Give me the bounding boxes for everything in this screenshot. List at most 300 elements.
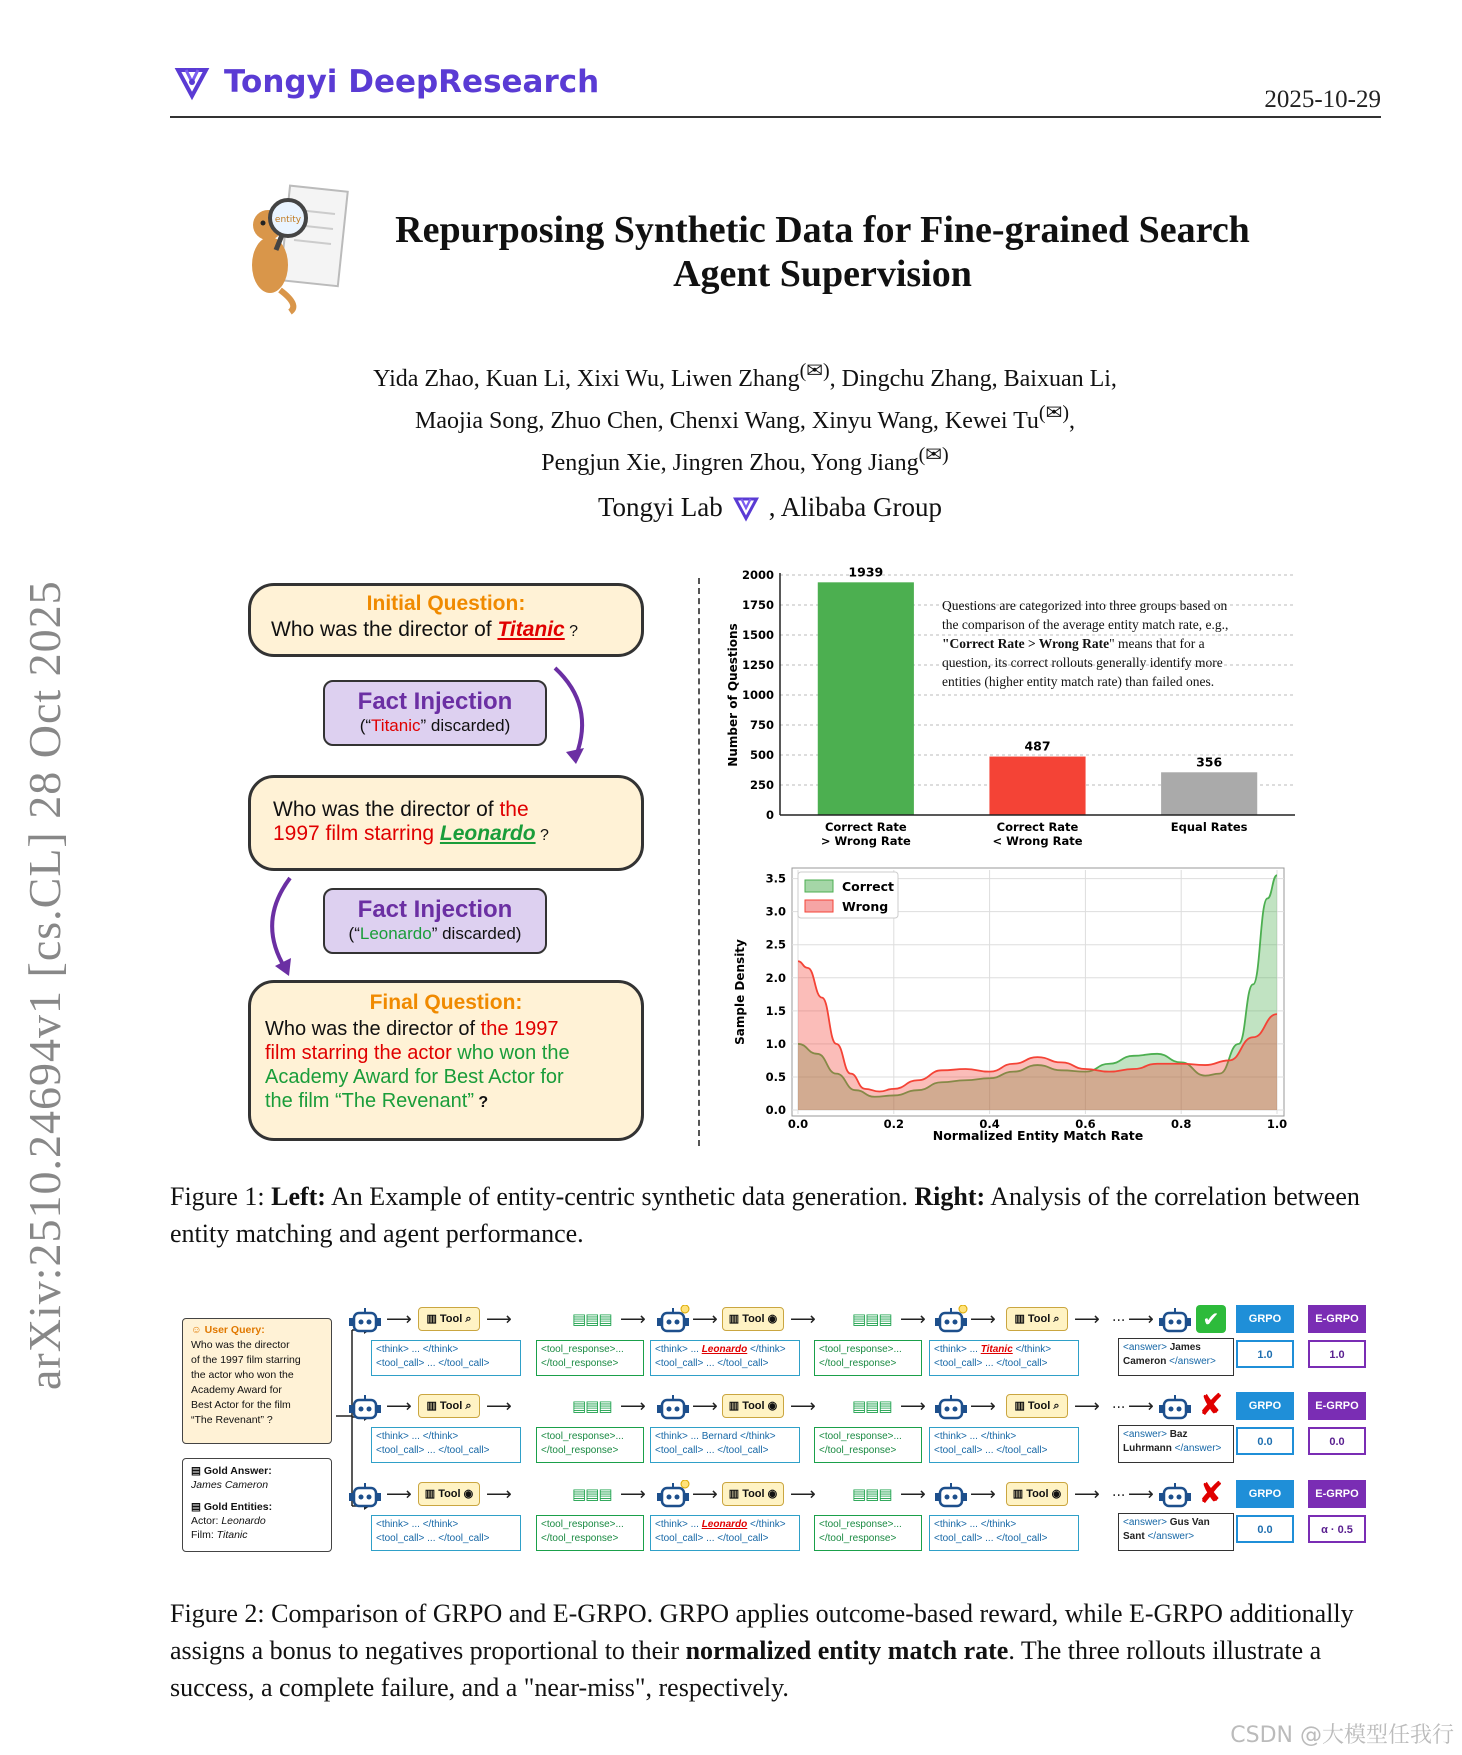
- user-query-line: “The Revenant” ?: [191, 1414, 273, 1426]
- initial-entity: Titanic: [497, 618, 565, 641]
- tool-button: [418, 1482, 480, 1506]
- toolbox-icon: ▥: [728, 1488, 743, 1500]
- fact-injection-title-1: Fact Injection: [357, 688, 513, 715]
- fact-injection-box-2: [323, 888, 547, 954]
- user-query-line: the actor who won the: [191, 1369, 294, 1381]
- flow-arrow-icon: ⟶: [620, 1484, 646, 1505]
- documents-icon: ▤▤▤: [572, 1485, 612, 1503]
- flow-arrow-icon: ⟶: [900, 1396, 926, 1417]
- user-query-line: Who was the director: [191, 1339, 290, 1351]
- bar-note: [942, 598, 1228, 689]
- answer-box: [1118, 1513, 1234, 1551]
- density-y-tick: 2.5: [765, 937, 786, 952]
- bar-category-label-2: < Wrong Rate: [992, 834, 1083, 848]
- robot-agent-icon: [348, 1392, 382, 1422]
- meerkat-mascot-icon: [240, 180, 350, 315]
- tool-response-text: <tool_response>...: [541, 1519, 624, 1530]
- tool-call-text: <tool_call> ... </tool_call>: [376, 1445, 490, 1456]
- grpo-score: 1.0: [1236, 1340, 1294, 1368]
- flow-arrow-icon: ⟶: [486, 1484, 512, 1505]
- fact2-pre: (“: [348, 924, 360, 943]
- tool-button: [722, 1394, 784, 1418]
- think-text: <think> ... Bernard </think>: [655, 1431, 776, 1442]
- bar-y-tick: 500: [749, 748, 774, 762]
- initial-question-text: Who was the director of: [271, 618, 498, 641]
- initial-question-label: Initial Question:: [366, 592, 526, 615]
- flow-arrow-icon: ⟶: [1074, 1484, 1100, 1505]
- tool-label: Tool: [439, 1400, 463, 1412]
- density-x-tick: 0.2: [883, 1117, 904, 1131]
- density-y-tick: 2.0: [765, 970, 786, 985]
- answer-open: <answer>: [1123, 1342, 1170, 1353]
- robot-agent-icon: [934, 1480, 968, 1510]
- robot-agent-icon: [348, 1305, 382, 1335]
- svg-text:entity: entity: [274, 215, 302, 225]
- tool-label: Tool: [1027, 1313, 1051, 1325]
- user-query-text: [191, 1338, 323, 1428]
- density-x-tick: 0.6: [1075, 1117, 1096, 1131]
- bar-y-ticks: [742, 568, 774, 822]
- grpo-label: GRPO: [1236, 1305, 1294, 1333]
- tool-response-end: </tool_response>: [819, 1358, 897, 1369]
- bar-note-line-3a: "Correct Rate > Wrong Rate: [942, 636, 1110, 651]
- figure1-caption: [170, 1178, 1385, 1252]
- bar-y-tick: 1000: [741, 688, 774, 702]
- flow-arrow-icon: ⟶: [386, 1396, 412, 1417]
- user-query-line: Academy Award for: [191, 1384, 282, 1396]
- tongyi-logo-icon: [172, 62, 212, 102]
- bar-y-tick: 750: [749, 718, 774, 732]
- doc-icon: ▤: [191, 1465, 204, 1477]
- ellipsis: ...: [1112, 1484, 1126, 1500]
- tool-button: [722, 1482, 784, 1506]
- density-y-tick: 1.0: [765, 1036, 786, 1051]
- answer-open: <answer>: [1123, 1517, 1170, 1528]
- toolbox-icon: ▥: [426, 1400, 440, 1412]
- tool-response-box: [536, 1340, 644, 1376]
- brand-header: [172, 62, 599, 102]
- bar-value-label: 1939: [848, 565, 884, 580]
- doc-icon: ▤: [191, 1501, 204, 1513]
- think-box: [650, 1340, 800, 1376]
- think-end: </think>: [1012, 1344, 1052, 1355]
- robot-agent-icon: [1158, 1392, 1192, 1422]
- flow-arrow-icon: ⟶: [620, 1309, 646, 1330]
- tool-call-text: <tool_call> ... </tool_call>: [655, 1445, 769, 1456]
- search-icon: ⌕: [1050, 1400, 1060, 1412]
- bar-y-tick: 0: [765, 808, 774, 822]
- robot-agent-icon: [656, 1480, 690, 1510]
- tongyi-logo-icon: [731, 493, 761, 523]
- flow-arrow-icon: ⟶: [790, 1396, 816, 1417]
- title-line-2: Agent Supervision: [673, 253, 972, 295]
- author-list: [330, 354, 1160, 480]
- final-question-box: [248, 980, 644, 1141]
- browser-icon: ◉: [1048, 1488, 1062, 1500]
- gold-entity-2-key: Film:: [191, 1529, 217, 1541]
- tool-call-text: <tool_call> ... </tool_call>: [376, 1358, 490, 1369]
- bar: [818, 582, 914, 815]
- think-entity: Leonardo: [701, 1344, 748, 1355]
- flow-arrow-icon: ⟶: [970, 1309, 996, 1330]
- toolbox-icon: ▥: [1012, 1488, 1027, 1500]
- tool-call-text: <tool_call> ... </tool_call>: [934, 1533, 1048, 1544]
- flow-arrow-icon: ⟶: [620, 1396, 646, 1417]
- bar-category-label: Equal Rates: [1170, 820, 1248, 834]
- envelope-icon: (✉): [799, 360, 830, 382]
- tool-response-text: <tool_response>...: [541, 1344, 624, 1355]
- gold-info-box: [182, 1458, 332, 1552]
- robot-agent-icon: [1158, 1480, 1192, 1510]
- robot-agent-icon: [656, 1305, 690, 1335]
- authors-line-2b: ,: [1068, 408, 1075, 434]
- legend-wrong: Wrong: [842, 899, 889, 914]
- documents-icon: ▤▤▤: [852, 1310, 892, 1328]
- curved-arrow-2-icon: [255, 872, 325, 982]
- browser-icon: ◉: [764, 1488, 778, 1500]
- legend-correct: Correct: [842, 879, 894, 894]
- think-text: <think> ...: [655, 1344, 702, 1355]
- think-text: <think> ... </think>: [376, 1431, 459, 1442]
- bar-category-label: Correct Rate: [996, 820, 1079, 834]
- robot-agent-icon: [656, 1392, 690, 1422]
- mid-question-end: ?: [535, 827, 549, 844]
- tool-response-end: </tool_response>: [541, 1445, 619, 1456]
- final-l2-green: who won the: [457, 1042, 570, 1064]
- caption1-right-text: Analysis of the correlation between entity matching and agent performance.: [170, 1182, 1360, 1248]
- affiliation: [560, 492, 980, 523]
- authors-line-3: Pengjun Xie, Jingren Zhou, Yong Jiang: [541, 450, 919, 476]
- flow-arrow-icon: ⟶: [692, 1396, 718, 1417]
- egrpo-label: E-GRPO: [1308, 1392, 1366, 1420]
- density-y-tick: 1.5: [765, 1003, 786, 1018]
- think-text: <think> ... </think>: [376, 1344, 459, 1355]
- tool-call-text: <tool_call> ... </tool_call>: [934, 1358, 1048, 1369]
- authors-line-1b: , Dingchu Zhang, Baixuan Li,: [829, 366, 1117, 392]
- think-box: [929, 1340, 1079, 1376]
- robot-agent-icon: [1158, 1305, 1192, 1335]
- tool-label: Tool: [439, 1313, 463, 1325]
- tool-button: [1006, 1394, 1068, 1418]
- fact-injection-title-2: Fact Injection: [357, 896, 513, 923]
- browser-icon: ◉: [764, 1313, 778, 1325]
- cross-icon: ✘: [1198, 1388, 1224, 1423]
- gold-entity-2-value: Titanic: [216, 1529, 248, 1541]
- figure2-caption: [170, 1595, 1385, 1706]
- think-box: [929, 1515, 1079, 1551]
- think-entity: Titanic: [980, 1344, 1013, 1355]
- density-y-tick: 0.5: [765, 1069, 786, 1084]
- gold-entity-1-value: Leonardo: [221, 1515, 266, 1527]
- brand-name: Tongyi DeepResearch: [224, 64, 600, 100]
- envelope-icon: (✉): [918, 444, 949, 466]
- answer-value: James Cameron: [1123, 1342, 1201, 1367]
- grpo-score: 0.0: [1236, 1515, 1294, 1543]
- density-chart: [720, 860, 1300, 1150]
- watermark: CSDN @大模型任我行: [1230, 1723, 1454, 1748]
- density-ylabel: Sample Density: [733, 939, 747, 1045]
- user-query-line: Best Actor for the film: [191, 1399, 291, 1411]
- think-text: <think> ... </think>: [934, 1431, 1017, 1442]
- density-y-tick: 3.0: [765, 904, 786, 919]
- flow-arrow-icon: ⟶: [486, 1309, 512, 1330]
- think-box: [371, 1340, 521, 1376]
- flow-arrow-icon: ⟶: [790, 1484, 816, 1505]
- bar-note-line-1: Questions are categorized into three groups based on: [942, 598, 1228, 613]
- caption1-left-label: Left:: [271, 1182, 326, 1211]
- tool-response-text: <tool_response>...: [819, 1519, 902, 1530]
- egrpo-label: E-GRPO: [1308, 1305, 1366, 1333]
- mid-question-text: Who was the director of: [273, 798, 500, 821]
- fact2-entity: Leonardo: [359, 924, 432, 943]
- browser-icon: ◉: [764, 1400, 778, 1412]
- bar-y-tick: 1500: [741, 628, 774, 642]
- bar-value-label: 356: [1196, 754, 1223, 770]
- egrpo-score: 0.0: [1308, 1427, 1366, 1455]
- title-line-1: Repurposing Synthetic Data for Fine-grained Search: [395, 209, 1250, 251]
- legend-swatch-correct: [805, 880, 833, 892]
- grpo-label: GRPO: [1236, 1480, 1294, 1508]
- caption2-prefix: Figure 2:: [170, 1599, 272, 1628]
- think-text: <think> ...: [934, 1344, 981, 1355]
- tool-label: Tool: [742, 1488, 765, 1500]
- final-l2-red: film starring the actor: [265, 1042, 458, 1064]
- answer-open: <answer>: [1123, 1429, 1170, 1440]
- flow-arrow-icon: ⟶: [790, 1309, 816, 1330]
- tool-label: Tool: [1027, 1400, 1051, 1412]
- header-date: 2025-10-29: [1264, 86, 1381, 113]
- final-l3-green: Academy Award for Best Actor for: [265, 1066, 564, 1088]
- tool-call-text: <tool_call> ... </tool_call>: [655, 1533, 769, 1544]
- tool-response-end: </tool_response>: [819, 1533, 897, 1544]
- mid-entity: Leonardo: [439, 822, 536, 845]
- gold-answer: James Cameron: [191, 1479, 269, 1491]
- fact1-post: ” discarded): [420, 716, 511, 735]
- answer-value: Baz Luhrmann: [1123, 1429, 1188, 1454]
- bar-note-line-4: question, its correct rollouts generally identify more: [942, 655, 1223, 670]
- tool-label: Tool: [438, 1488, 461, 1500]
- tool-response-box: [814, 1515, 922, 1551]
- user-query-label: User Query:: [204, 1324, 265, 1336]
- figure1-divider: [698, 578, 700, 1146]
- bar-note-line-3b: " means that for a: [1109, 636, 1205, 651]
- bar-y-tick: 1250: [741, 658, 774, 672]
- toolbox-icon: ▥: [1014, 1400, 1028, 1412]
- tool-response-text: <tool_response>...: [819, 1431, 902, 1442]
- bar-value-label: 487: [1024, 738, 1051, 754]
- initial-question-box: [248, 583, 644, 657]
- think-entity: Leonardo: [701, 1519, 748, 1530]
- grpo-label: GRPO: [1236, 1392, 1294, 1420]
- tool-button: [1006, 1307, 1068, 1331]
- robot-agent-icon: [934, 1392, 968, 1422]
- bar-ylabel: Number of Questions: [726, 623, 740, 767]
- fact1-pre: (“: [359, 716, 372, 735]
- flow-arrow-icon: ⟶: [970, 1484, 996, 1505]
- tool-call-text: <tool_call> ... </tool_call>: [655, 1358, 769, 1369]
- bar-y-tick: 250: [749, 778, 774, 792]
- flow-arrow-icon: ⟶: [386, 1484, 412, 1505]
- authors-line-2: Maojia Song, Zhuo Chen, Chenxi Wang, Xinyu Wang, Kewei Tu: [415, 408, 1039, 434]
- affiliation-lab: Tongyi Lab: [597, 492, 723, 522]
- think-box: [650, 1427, 800, 1463]
- robot-agent-icon: [348, 1480, 382, 1510]
- tool-response-end: </tool_response>: [819, 1445, 897, 1456]
- flow-arrow-icon: ⟶: [1074, 1309, 1100, 1330]
- authors-line-1: Yida Zhao, Kuan Li, Xixi Wu, Liwen Zhang: [373, 366, 800, 392]
- arxiv-side-label: arXiv:2510.24694v1 [cs.CL] 28 Oct 2025: [19, 580, 70, 1390]
- density-y-tick: 0.0: [765, 1103, 786, 1117]
- documents-icon: ▤▤▤: [572, 1397, 612, 1415]
- think-box: [371, 1427, 521, 1463]
- caption1-right-label: Right:: [914, 1182, 986, 1211]
- bar-category-label: Correct Rate: [824, 820, 907, 834]
- tool-button: [1006, 1482, 1068, 1506]
- final-l1-red: the 1997: [480, 1018, 559, 1040]
- documents-icon: ▤▤▤: [852, 1485, 892, 1503]
- final-question-label: Final Question:: [369, 991, 523, 1014]
- fact-injection-box-1: [323, 680, 547, 746]
- caption1-prefix: Figure 1:: [170, 1182, 272, 1211]
- search-icon: ⌕: [462, 1400, 472, 1412]
- think-box: [371, 1515, 521, 1551]
- density-x-tick: 0.0: [787, 1117, 809, 1131]
- gold-answer-label: Gold Answer:: [203, 1465, 272, 1477]
- tool-call-text: <tool_call> ... </tool_call>: [934, 1445, 1048, 1456]
- documents-icon: ▤▤▤: [572, 1310, 612, 1328]
- flow-arrow-icon: ⟶: [692, 1484, 718, 1505]
- density-legend: [798, 872, 898, 918]
- grpo-score: 0.0: [1236, 1427, 1294, 1455]
- user-query-line: of the 1997 film starring: [191, 1354, 301, 1366]
- flow-arrow-icon: ⟶: [692, 1309, 718, 1330]
- density-x-tick: 0.8: [1171, 1117, 1192, 1131]
- envelope-icon: (✉): [1038, 402, 1069, 424]
- tool-call-text: <tool_call> ... </tool_call>: [376, 1533, 490, 1544]
- flow-arrow-icon: ⟶: [486, 1396, 512, 1417]
- tool-response-end: </tool_response>: [541, 1533, 619, 1544]
- flow-arrow-icon: ⟶: [900, 1309, 926, 1330]
- user-icon: ☺: [191, 1324, 205, 1336]
- flow-arrow-icon: ⟶: [386, 1309, 412, 1330]
- flow-arrow-icon: ⟶: [1128, 1484, 1154, 1505]
- toolbox-icon: ▥: [728, 1400, 743, 1412]
- toolbox-icon: ▥: [424, 1488, 439, 1500]
- tool-response-end: </tool_response>: [541, 1358, 619, 1369]
- think-text: <think> ... </think>: [934, 1519, 1017, 1530]
- fact2-post: ” discarded): [431, 924, 522, 943]
- answer-box: [1118, 1425, 1234, 1463]
- caption2-bold: normalized entity match rate: [685, 1636, 1009, 1665]
- egrpo-score: α · 0.5: [1308, 1515, 1366, 1543]
- bar: [989, 757, 1085, 815]
- final-l1: Who was the director of: [265, 1018, 481, 1040]
- header-rule: [170, 116, 1381, 118]
- browser-icon: ◉: [460, 1488, 474, 1500]
- tool-button: [418, 1307, 480, 1331]
- gold-entity-1-key: Actor:: [191, 1515, 222, 1527]
- bar-y-tick: 1750: [741, 598, 774, 612]
- egrpo-label: E-GRPO: [1308, 1480, 1366, 1508]
- think-end: </think>: [747, 1344, 786, 1355]
- legend-swatch-wrong: [805, 900, 833, 912]
- tool-button: [722, 1307, 784, 1331]
- final-l4-green: the film “The Revenant”: [265, 1090, 474, 1112]
- tool-label: Tool: [742, 1313, 765, 1325]
- robot-agent-icon: [934, 1305, 968, 1335]
- answer-value: Gus Van Sant: [1123, 1517, 1210, 1542]
- toolbox-icon: ▥: [1014, 1313, 1028, 1325]
- toolbox-icon: ▥: [426, 1313, 440, 1325]
- caption1-left-text: An Example of entity-centric synthetic data generation.: [325, 1182, 915, 1211]
- bar-y-tick: 2000: [741, 568, 774, 582]
- ellipsis: ...: [1112, 1396, 1126, 1412]
- answer-close: </answer>: [1144, 1531, 1195, 1542]
- ellipsis: ...: [1112, 1309, 1126, 1325]
- mid-red-2: 1997 film starring: [273, 822, 440, 845]
- tool-label: Tool: [742, 1400, 765, 1412]
- svg-text:"Correct Rate > Wrong Rate" me: [942, 636, 1205, 651]
- tool-response-text: <tool_response>...: [819, 1344, 902, 1355]
- cross-icon: ✘: [1198, 1476, 1224, 1511]
- user-query-box: [182, 1318, 332, 1444]
- think-box: [650, 1515, 800, 1551]
- toolbox-icon: ▥: [728, 1313, 743, 1325]
- bar-note-line-2: the comparison of the average entity match rate, e.g.,: [942, 617, 1229, 632]
- tool-response-box: [536, 1427, 644, 1463]
- think-text: <think> ...: [655, 1519, 702, 1530]
- gold-entities-label: Gold Entities:: [203, 1501, 273, 1513]
- bar: [1161, 772, 1257, 815]
- think-box: [929, 1427, 1079, 1463]
- bar-x-labels: [821, 820, 1248, 848]
- check-icon: ✔: [1196, 1305, 1226, 1333]
- curved-arrow-1-icon: [540, 660, 610, 770]
- search-icon: ⌕: [1050, 1313, 1060, 1325]
- bar-category-label-2: > Wrong Rate: [820, 834, 911, 848]
- flow-arrow-icon: ⟶: [970, 1396, 996, 1417]
- tool-response-text: <tool_response>...: [541, 1431, 624, 1442]
- think-text: <think> ... </think>: [376, 1519, 459, 1530]
- caption2-text-2: . The three rollouts illustrate a success, a complete failure, and a "near-miss", respectively.: [170, 1636, 1322, 1702]
- mid-question-box: [248, 775, 644, 871]
- egrpo-score: 1.0: [1308, 1340, 1366, 1368]
- fact1-entity: Titanic: [371, 716, 421, 735]
- initial-question-end: ?: [564, 623, 579, 640]
- answer-box: [1118, 1338, 1234, 1376]
- bar-chart: [720, 565, 1300, 855]
- tool-button: [418, 1394, 480, 1418]
- documents-icon: ▤▤▤: [852, 1397, 892, 1415]
- tool-response-box: [814, 1427, 922, 1463]
- density-xlabel: Normalized Entity Match Rate: [932, 1128, 1144, 1143]
- flow-arrow-icon: ⟶: [1128, 1396, 1154, 1417]
- density-y-tick: 3.5: [765, 871, 786, 886]
- tool-response-box: [814, 1340, 922, 1376]
- flow-arrow-icon: ⟶: [1074, 1396, 1100, 1417]
- bar-note-line-5: entities (higher entity match rate) than failed ones.: [942, 674, 1215, 689]
- caption2-text-1: Comparison of GRPO and E-GRPO. GRPO applies outcome-based reward, while E-GRPO additionally assigns a bonus to negatives proportional to their: [170, 1599, 1354, 1665]
- affiliation-group: , Alibaba Group: [768, 492, 943, 522]
- final-question-end: ?: [473, 1094, 489, 1111]
- flow-arrow-icon: ⟶: [1128, 1309, 1154, 1330]
- think-end: </think>: [747, 1519, 786, 1530]
- flow-arrow-icon: ⟶: [900, 1484, 926, 1505]
- density-x-tick: 0.4: [979, 1117, 1000, 1131]
- search-icon: ⌕: [462, 1313, 472, 1325]
- density-x-tick: 1.0: [1266, 1117, 1288, 1131]
- paper-title: [355, 208, 1290, 296]
